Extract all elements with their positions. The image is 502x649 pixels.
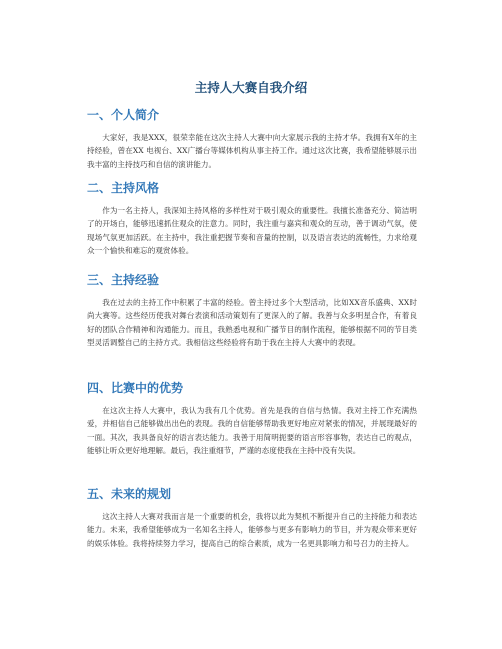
section-paragraph: 这次主持人大赛对我而言是一个重要的机会，我将以此为契机不断提升自己的主持能力和表达能力。未来，我希望能够成为一名知名主持人，能够参与更多有影响力的节目，并为观众带来更好的娱乐体验。我将持续努力学习，提高自己的综合素质，成为一名更具影响力和号召力的主持人。 — [87, 512, 417, 548]
section-personal-intro — [87, 107, 417, 171]
section-heading: 三、主持经验 — [87, 273, 160, 287]
section-paragraph: 大家好，我是XXX，很荣幸能在这次主持人大赛中向大家展示我的主持才华。我拥有X年的主持经验，曾在XX 电视台、XX广播台等媒体机构从事主持工作。通过这次比赛，我希望能够展示出我丰富的主持技巧和自信的演讲能力。 — [87, 133, 417, 169]
section-hosting-style — [87, 180, 417, 258]
document-title: 主持人大赛自我介绍 — [194, 80, 308, 95]
section-paragraph: 我在过去的主持工作中积累了丰富的经验。曾主持过多个大型活动，比如XX音乐盛典、XX时尚大赛等。这些经历使我对舞台表演和活动策划有了更深入的了解。我善与众多明星合作，有着良好的团队合作精神和沟通能力。而且，我熟悉电视和广播节目的制作流程，能够根据不同的节目类型灵活调整自己的主持方式。我相信这些经验将有助于我在主持人大赛中的表现。 — [87, 298, 417, 348]
section-heading: 五、未来的规划 — [87, 487, 172, 501]
section-future-plans — [87, 486, 417, 550]
section-hosting-experience — [87, 272, 417, 350]
section-heading: 一、个人简介 — [87, 108, 160, 122]
section-competition-advantages — [87, 380, 417, 458]
section-paragraph: 作为一名主持人，我深知主持风格的多样性对于吸引观众的重要性。我擅长准备充分、简洁明了的开场白，能够迅速抓住观众的注意力。同时，我注重与嘉宾和观众的互动，善于调动气氛，使现场气氛更加活跃。在主持中，我注重把握节奏和音量的控制，以及语言表达的流畅性，力求给观众一个愉快和难忘的观赏体验。 — [87, 206, 417, 256]
section-paragraph: 在这次主持人大赛中，我认为我有几个优势。首先是我的自信与热情。我对主持工作充满热爱，并相信自己能够做出出色的表现。我的自信能够帮助我更好地应对紧张的情况，并展现最好的一面。其次，我具备良好的语言表达能力。我善于用简明扼要的语言形容事物，表达自己的观点，能够让听众更好地理解。最后，我注重细节，严谨的态度使我在主持中没有失误。 — [87, 406, 417, 456]
section-heading: 二、主持风格 — [87, 181, 160, 195]
section-heading: 四、比赛中的优势 — [87, 381, 184, 395]
